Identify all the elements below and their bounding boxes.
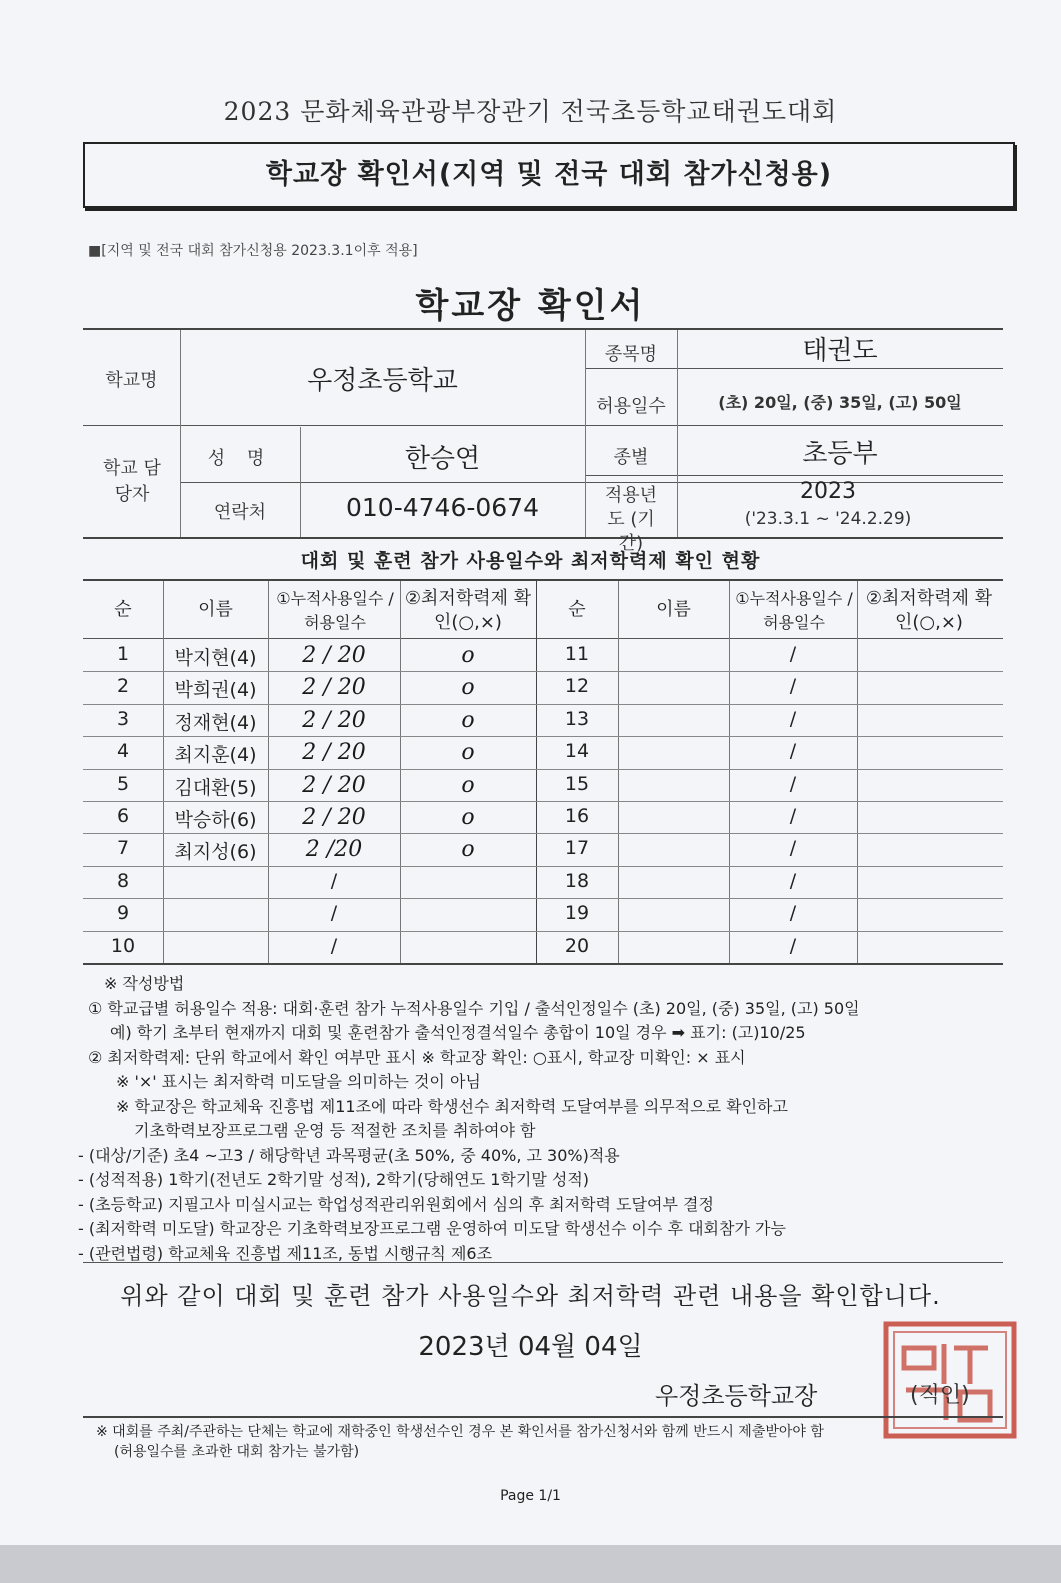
student-name: 최지성(6) — [174, 841, 257, 864]
applicability-note: ■[지역 및 전국 대회 참가신청용 2023.3.1이후 적용] — [88, 243, 418, 259]
note-line: - (최저학력 미도달) 학교장은 기초학력보장프로그램 운영하여 미도달 학생선수 이수 후 대회참가 가능 — [78, 1219, 786, 1238]
manager-name-value: 한승연 — [404, 444, 481, 474]
student-name: 최지훈(4) — [174, 744, 257, 767]
allowed-days-value: (초) 20일, (중) 35일, (고) 50일 — [718, 393, 962, 412]
footer-note-line-2: (허용일수를 초과한 대회 참가는 불가함) — [114, 1444, 360, 1460]
usage-days: 2 /20 — [305, 837, 363, 863]
usage-days: 2 / 20 — [302, 675, 366, 701]
contact-value: 010-4746-0674 — [345, 493, 539, 522]
school-name-value: 우정초등학교 — [307, 366, 458, 396]
name-label: 성 명 — [207, 448, 273, 469]
header-no-right: 순 — [568, 599, 586, 620]
header-no-left: 순 — [114, 599, 132, 620]
min-achievement-check: o — [461, 805, 475, 830]
note-line: - (성적적용) 1학기(전년도 2학기말 성적), 2학기(당해연도 1학기말 성적) — [78, 1170, 590, 1189]
event-title: 2023 문화체육관광부장관기 전국초등학교태권도대회 — [223, 97, 838, 126]
usage-days: / — [789, 837, 797, 860]
seal-label: (직인) — [910, 1383, 970, 1408]
box-title: 학교장 확인서(지역 및 전국 대회 참가신청용) — [265, 159, 833, 190]
note-line: ① 학교급별 허용일수 적용: 대회·훈련 참가 누적사용일수 기입 / 출석인정일수 (초) 20일, (중) 35일, (고) 50일 — [88, 998, 860, 1018]
row-number: 13 — [564, 707, 590, 730]
usage-days: / — [789, 740, 797, 763]
row-number: 18 — [564, 869, 590, 892]
usage-days: / — [330, 869, 338, 892]
row-number: 15 — [564, 772, 590, 795]
usage-days: / — [789, 934, 797, 957]
school-name-label: 학교명 — [105, 370, 158, 391]
student-name: 정재현(4) — [174, 711, 257, 734]
allowed-days-label: 허용일수 — [596, 396, 666, 417]
header-name-left: 이름 — [198, 599, 233, 620]
usage-days: / — [789, 707, 797, 730]
row-number: 19 — [564, 902, 590, 925]
row-number: 16 — [564, 805, 590, 827]
year-value: 2023 — [800, 479, 856, 504]
usage-days: 2 / 20 — [302, 772, 366, 798]
usage-days: 2 / 20 — [302, 707, 366, 733]
usage-days: / — [789, 869, 797, 892]
student-name: 박지현(4) — [174, 647, 257, 669]
usage-days: / — [789, 675, 797, 698]
student-name: 박승하(6) — [174, 809, 257, 831]
header-days-left: ①누적사용일수 /허용일수 — [276, 589, 394, 632]
document-title: 학교장 확인서 — [415, 286, 646, 326]
category-label: 종별 — [613, 447, 649, 468]
header-min-right: ②최저학력제 확인(○,×) — [865, 588, 993, 633]
usage-days: / — [789, 805, 797, 827]
student-name: 김대환(5) — [174, 776, 257, 799]
student-name: 박희권(4) — [174, 679, 257, 702]
usage-days: / — [789, 772, 797, 795]
row-number: 17 — [564, 837, 590, 860]
manager-label: 학교 담당자 — [103, 458, 161, 505]
sport-label: 종목명 — [604, 344, 658, 365]
note-line: 예) 학기 초부터 현재까지 대회 및 훈련참가 출석인정결석일수 총합이 10일 경우 ➡ 표기: (고)10/25 — [110, 1023, 806, 1042]
row-number: 20 — [564, 934, 590, 957]
usage-days: / — [789, 643, 797, 665]
min-achievement-check: o — [461, 643, 475, 668]
note-line: ※ '×' 표시는 최저학력 미도달을 의미하는 것이 아님 — [116, 1072, 481, 1091]
min-achievement-check: o — [461, 740, 475, 766]
row-number: 5 — [116, 772, 130, 795]
title-box — [83, 142, 1015, 208]
row-number: 7 — [116, 837, 130, 860]
row-number: 12 — [564, 675, 590, 698]
issue-date: 2023년 04월 04일 — [418, 1332, 643, 1362]
note-line: ※ 학교장은 학교체육 진흥법 제11조에 따라 학생선수 최저학력 도달여부를 의무적으로 확인하고 — [116, 1096, 788, 1116]
year-label: 적용년도 (기간) — [604, 485, 658, 554]
note-line: ② 최저학력제: 단위 학교에서 확인 여부만 표시 ※ 학교장 확인: ○표시, 학교장 미확인: × 표시 — [88, 1047, 746, 1067]
usage-days: 2 / 20 — [302, 643, 366, 668]
divider — [83, 1262, 1003, 1263]
note-line: - (대상/기준) 초4 ~고3 / 해당학년 과목평균(초 50%, 중 40%, 고 30%)적용 — [78, 1145, 620, 1165]
min-achievement-check: o — [461, 675, 475, 701]
usage-days: 2 / 20 — [302, 740, 366, 766]
footer-note-line-1: ※ 대회를 주최/주관하는 단체는 학교에 재학중인 학생선수인 경우 본 확인서를 참가신청서와 함께 반드시 제출받아야 함 — [96, 1424, 824, 1440]
min-achievement-check: o — [461, 772, 475, 798]
row-number: 3 — [116, 707, 130, 730]
footer-divider — [83, 1416, 1003, 1418]
confirmation-statement: 위와 같이 대회 및 훈련 참가 사용일수와 최저학력 관련 내용을 확인합니다. — [120, 1282, 941, 1310]
row-number: 10 — [110, 934, 136, 957]
page-number: Page 1/1 — [500, 1488, 561, 1504]
row-number: 14 — [564, 740, 590, 763]
header-min-left: ②최저학력제 확인(○,×) — [404, 588, 532, 633]
contact-label: 연락처 — [213, 502, 267, 523]
row-number: 8 — [116, 869, 130, 892]
note-line: - (초등학교) 지필고사 미실시교는 학업성적관리위원회에서 심의 후 최저학력 도달여부 결정 — [78, 1194, 714, 1214]
row-number: 6 — [116, 805, 130, 827]
header-name-right: 이름 — [656, 599, 691, 620]
usage-days: / — [330, 934, 338, 957]
header-days-right: ①누적사용일수 /허용일수 — [735, 589, 853, 632]
footer-note — [96, 1422, 996, 1462]
scan-background — [0, 1545, 1061, 1583]
row-number: 2 — [116, 675, 130, 698]
category-value: 초등부 — [802, 439, 878, 469]
table-title: 대회 및 훈련 참가 사용일수와 최저학력제 확인 현황 — [300, 550, 761, 572]
usage-days: / — [330, 902, 338, 925]
note-line: 기초학력보장프로그램 운영 등 적절한 조치를 취하여야 함 — [134, 1121, 536, 1140]
row-number: 1 — [116, 643, 130, 665]
year-period: ('23.3.1 ~ '24.2.29) — [744, 509, 912, 529]
min-achievement-check: o — [461, 707, 475, 733]
min-achievement-check: o — [461, 837, 475, 863]
sport-value: 태권도 — [802, 336, 878, 366]
row-number: 11 — [564, 643, 590, 665]
instructions — [78, 972, 988, 1266]
signer-name: 우정초등학교장 — [655, 1382, 818, 1410]
note-line: - (관련법령) 학교체육 진흥법 제11조, 동법 시행규칙 제6조 — [78, 1243, 493, 1263]
row-number: 4 — [116, 740, 130, 763]
usage-days: 2 / 20 — [302, 805, 366, 830]
usage-days: / — [789, 902, 797, 925]
row-number: 9 — [116, 902, 130, 925]
note-line: ※ 작성방법 — [104, 974, 185, 993]
